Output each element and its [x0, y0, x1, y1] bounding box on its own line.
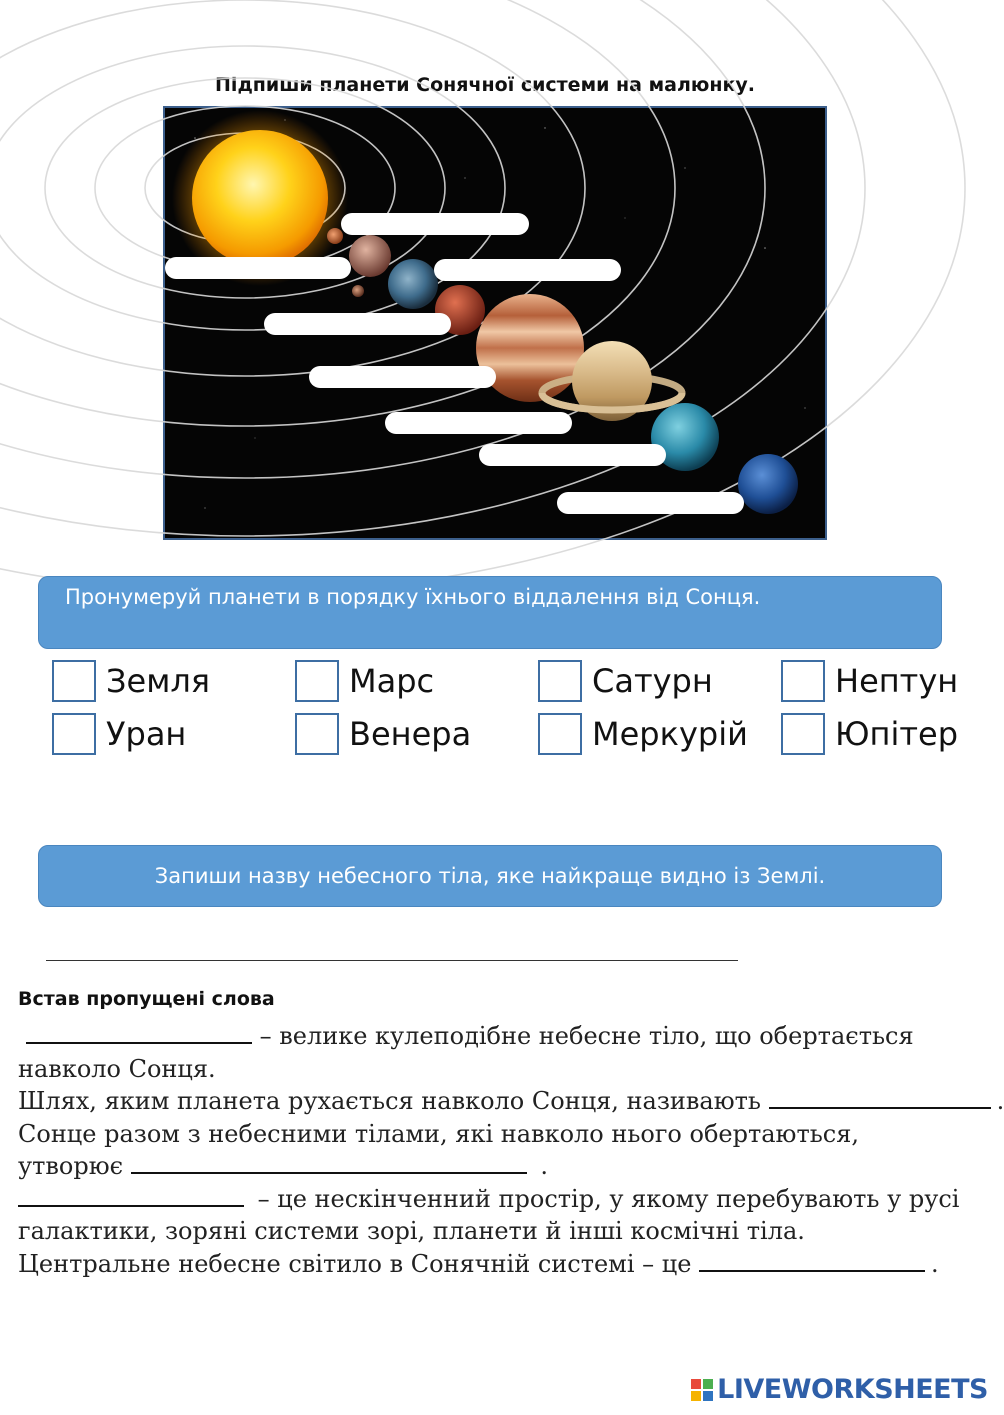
planet-checkbox-item[interactable]	[295, 658, 434, 704]
planet-label-box-3[interactable]	[434, 259, 621, 281]
fill-in-line: галактики, зоряні системи зорі, планети й інші космічні тіла.	[18, 1217, 805, 1245]
observation-instruction-banner	[38, 845, 942, 907]
fill-in-section-title: Встав пропущені слова	[18, 988, 275, 1010]
number-input-box[interactable]	[295, 713, 339, 755]
observation-answer-line[interactable]	[46, 960, 738, 961]
planet-label: Уран	[106, 715, 187, 753]
earth	[388, 259, 438, 309]
planet-checkbox-item[interactable]	[781, 711, 958, 757]
fill-in-line: навколо Сонця.	[18, 1054, 216, 1083]
blank-orbit[interactable]	[769, 1087, 991, 1109]
sun	[192, 130, 328, 266]
number-input-box[interactable]	[295, 660, 339, 702]
solar-system-image	[163, 106, 827, 540]
planet-checkbox-item[interactable]	[781, 658, 958, 704]
planet-label-box-7[interactable]	[479, 444, 666, 466]
logo-text: LIVEWORKSHEETS	[717, 1374, 988, 1405]
planet-label: Марс	[349, 662, 435, 700]
mercury	[327, 228, 343, 244]
liveworksheets-logo	[691, 1374, 988, 1405]
number-input-box[interactable]	[781, 713, 825, 755]
planet-label-box-2[interactable]	[165, 257, 351, 279]
planet-checkbox-item[interactable]	[52, 711, 186, 757]
planet-checkbox-item[interactable]	[538, 711, 748, 757]
planet-checkbox-item[interactable]	[52, 658, 210, 704]
page-title: Підпиши планети Сонячної системи на малюнку.	[215, 74, 755, 96]
number-input-box[interactable]	[52, 660, 96, 702]
fill-in-line: – велике кулеподібне небесне тіло, що обертається	[18, 1020, 988, 1053]
fill-in-line: утворює .	[18, 1152, 548, 1180]
moon	[352, 285, 364, 297]
fill-in-line: Сонце разом з небесними тілами, які навколо нього обертаються,	[18, 1119, 860, 1148]
fill-in-line: – це нескінченний простір, у якому перебувають у русі	[18, 1183, 988, 1216]
fill-in-text	[18, 1020, 1004, 1280]
blank-solar-system[interactable]	[131, 1152, 527, 1174]
planet-checkbox-item[interactable]	[295, 711, 471, 757]
planet-label: Сатурн	[592, 662, 713, 700]
logo-mark-icon	[691, 1379, 713, 1401]
neptune	[738, 454, 798, 514]
observation-instruction-text: Запиши назву небесного тіла, яке найкраще видно із Землі.	[154, 864, 826, 888]
planet-label: Земля	[106, 662, 211, 700]
jupiter	[476, 294, 584, 402]
number-input-box[interactable]	[52, 713, 96, 755]
planet-label-box-4[interactable]	[264, 313, 451, 335]
numbering-instruction-banner	[38, 576, 942, 649]
number-input-box[interactable]	[781, 660, 825, 702]
blank-sun[interactable]	[699, 1250, 925, 1272]
planet-label-box-5[interactable]	[309, 366, 496, 388]
planet-label-box-1[interactable]	[341, 213, 529, 235]
number-input-box[interactable]	[538, 713, 582, 755]
number-input-box[interactable]	[538, 660, 582, 702]
numbering-instruction-text: Пронумеруй планети в порядку їхнього віддалення від Сонця.	[65, 585, 761, 609]
planet-label-box-8[interactable]	[557, 492, 744, 514]
planet-label: Юпітер	[835, 715, 958, 753]
blank-universe[interactable]	[18, 1185, 244, 1207]
planet-label: Меркурій	[592, 715, 748, 753]
planet-label: Венера	[349, 715, 472, 753]
planet-checkbox-item[interactable]	[538, 658, 713, 704]
fill-in-line: Шлях, яким планета рухається навколо Сонця, називають .	[18, 1087, 1004, 1115]
fill-in-line: Центральне небесне світило в Сонячній системі – це .	[18, 1249, 939, 1278]
planet-label-box-6[interactable]	[385, 412, 572, 434]
blank-planet[interactable]	[26, 1022, 252, 1044]
venus	[349, 235, 391, 277]
planet-label: Нептун	[835, 662, 959, 700]
